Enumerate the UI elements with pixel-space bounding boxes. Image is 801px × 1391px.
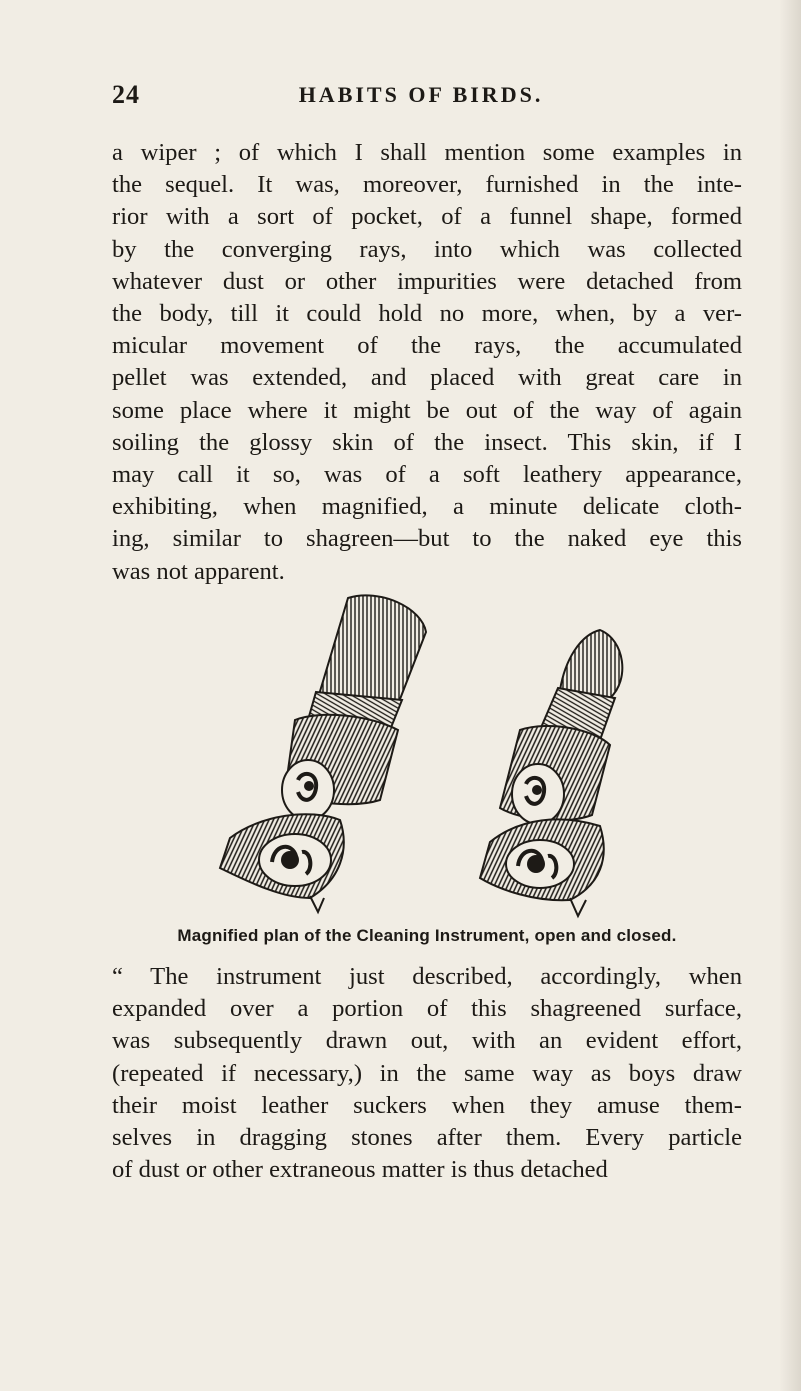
text-line: may call it so, was of a soft leathery appearance,	[112, 461, 742, 489]
closed-instrument-drawing	[480, 630, 622, 916]
running-title: HABITS OF BIRDS.	[298, 82, 544, 107]
text-line: the body, till it could hold no more, when, by a ver-	[112, 300, 742, 328]
text-line: whatever dust or other impurities were detached from	[112, 267, 742, 295]
text-line: exhibiting, when magnified, a minute delicate cloth-	[112, 493, 742, 521]
paragraph-2	[112, 961, 742, 1186]
text-line: of dust or other extraneous matter is thus detached	[112, 1156, 608, 1184]
text-line: a wiper ; of which I shall mention some examples in	[112, 139, 742, 166]
text-line: selves in dragging stones after them. Every particle	[112, 1124, 742, 1152]
text-line: the sequel. It was, moreover, furnished in the inte-	[112, 171, 742, 199]
text-line: was not apparent.	[112, 557, 285, 585]
running-head	[112, 80, 730, 110]
text-line: rior with a sort of pocket, of a funnel shape, formed	[112, 203, 742, 231]
text-line: micular movement of the rays, the accumulated	[112, 332, 742, 360]
figure-caption: Magnified plan of the Cleaning Instrument, open and closed.	[177, 926, 677, 945]
text-line: their moist leather suckers when they amuse them-	[112, 1091, 742, 1119]
text-line: some place where it might be out of the way of again	[112, 396, 742, 424]
text-line: ing, similar to shagreen—but to the naked eye this	[112, 525, 742, 553]
page-number: 24	[112, 80, 140, 109]
paragraph-1	[112, 137, 742, 588]
text-line: pellet was extended, and placed with great care in	[112, 364, 742, 392]
text-line: was subsequently drawn out, with an evident effort,	[112, 1027, 742, 1055]
text-line: by the converging rays, into which was collected	[112, 235, 742, 263]
text-line: “ The instrument just described, accordingly, when	[112, 963, 742, 990]
page-edge-shadow	[779, 0, 801, 1391]
cleaning-instrument-illustration	[190, 580, 630, 925]
open-instrument-drawing	[220, 595, 426, 912]
text-line: (repeated if necessary,) in the same way as boys draw	[112, 1059, 742, 1087]
text-line: expanded over a portion of this shagreened surface,	[112, 995, 742, 1023]
text-line: soiling the glossy skin of the insect. This skin, if I	[112, 428, 742, 456]
